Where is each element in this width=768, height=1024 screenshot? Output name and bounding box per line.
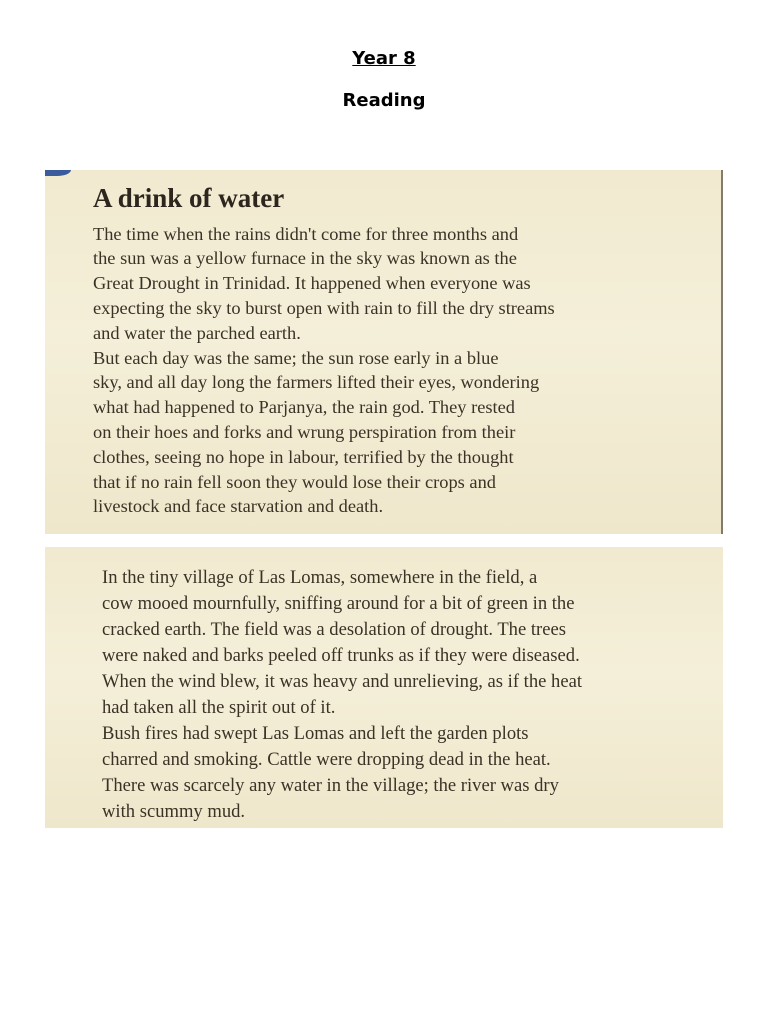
passage-title: A drink of water [93,183,285,213]
passage-2-paragraph-2: Bush fires had swept Las Lomas and left the garden plots charred and smoking. Cattle were dropping dead in the heat. There was scarcely any water in the village; the river was dry with scummy mud. [102,723,559,822]
passage-1-paragraph-2: But each day was the same; the sun rose early in a blue sky, and all day long the farmers lifted their eyes, wondering what had happened to Parjanya, the rain god. They rested on their hoes and forks and wrung perspiration from their clothes, seeing no hope in labour, terrified by the thought that if no rain fell soon they would lose their crops and livestock and face starvation and death. [93,347,540,517]
passage-2-paragraph-1: In the tiny village of Las Lomas, somewhere in the field, a cow mooed mournfully, sniffing around for a bit of green in the cracked earth. The field was a desolation of drought. The trees were naked and barks peeled off trunks as if they were diseased. When the wind blew, it was heavy and unrelieving, as if the heat had taken all the spirit out of it. [102,567,583,718]
scanned-excerpt-2 [45,547,723,828]
year-heading: Year 8 [352,48,416,69]
passage-1-paragraph-1: The time when the rains didn't come for three months and the sun was a yellow furnace in the sky was known as the Great Drought in Trinidad. It happened when everyone was expecting the sky to burst open with rain to fill the dry streams and water the parched earth. [93,223,555,343]
subject-heading: Reading [342,90,426,111]
scanned-excerpt-1 [45,170,723,534]
